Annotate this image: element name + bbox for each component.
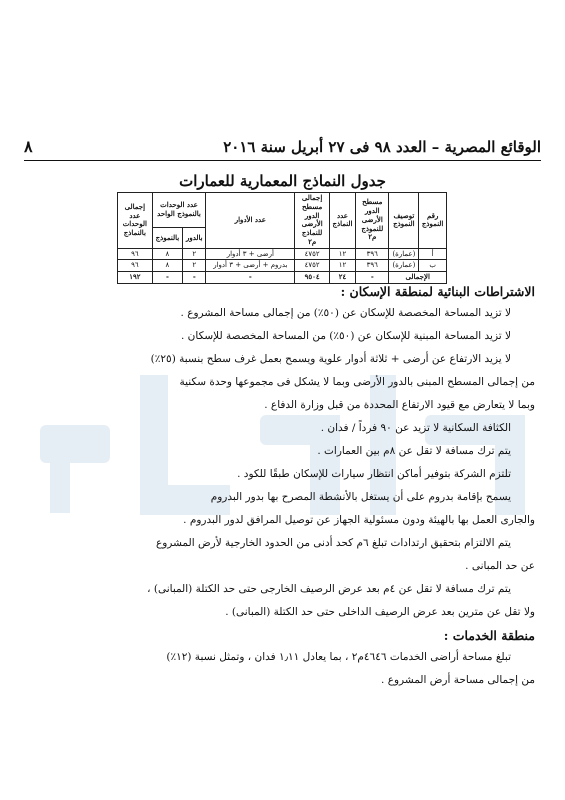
paragraph: لا تزيد المساحة المبنية للإسكان عن (٥٠٪) من المساحة المخصصة للإسكان . xyxy=(181,330,511,342)
table-header-row xyxy=(118,193,447,228)
cell-ground-area: ٣٩٦ xyxy=(356,260,389,272)
col-ground-area: مسطح الدور الأرضى للنموذج م٢ xyxy=(356,193,389,249)
cell-total-units: ٩٦ xyxy=(118,260,153,272)
paragraph: والجارى العمل بها بالهيئة ودون مسئولية الجهاز عن توصيل المرافق لدور البدروم . xyxy=(183,514,535,526)
total-model-count: ٢٤ xyxy=(329,272,355,284)
col-model-count: عدد النماذج xyxy=(329,193,355,249)
cell-model-desc: (عمارة) xyxy=(389,248,419,260)
cell-ground-area: ٣٩٦ xyxy=(356,248,389,260)
cell-total-units: ٩٦ xyxy=(118,248,153,260)
cell-model-no: أ xyxy=(419,248,447,260)
total-units-per-floor: - xyxy=(183,272,206,284)
page-number: ٨ xyxy=(24,137,33,156)
cell-model-count: ١٢ xyxy=(329,260,355,272)
total-label: الإجمالى xyxy=(389,272,447,284)
paragraph: وبما لا يتعارض مع قيود الارتفاع المحددة من قبل وزارة الدفاع . xyxy=(264,399,535,411)
paragraph: من إجمالى المسطح المبنى بالدور الأرضى وبما لا يشكل فى مجموعها وحدة سكنية xyxy=(179,376,535,388)
paragraph: من إجمالى مساحة أرض المشروع . xyxy=(381,674,535,686)
total-units-in-model: - xyxy=(152,272,183,284)
paragraph: يتم الالتزام بتحقيق ارتدادات تبلغ ٦م كحد أدنى من الحدود الخارجية لأرض المشروع xyxy=(155,537,511,549)
paragraph: ولا تقل عن مترين بعد عرض الرصيف الداخلى حتى حد الكتلة (المبانى) . xyxy=(225,606,535,618)
table-total-row xyxy=(118,272,447,284)
header-divider xyxy=(24,160,541,161)
paragraph: يسمح بإقامة بدروم على أن يستغل بالأنشطة المصرح بها بدور البدروم xyxy=(210,491,511,503)
paragraph: عن حد المبانى . xyxy=(465,560,535,572)
total-total-units: ١٩٢ xyxy=(118,272,153,284)
paragraph: لا يزيد الارتفاع عن أرضى + ثلاثة أدوار علوية ويسمح بعمل غرف سطح بنسبة (٢٥٪) xyxy=(150,353,511,365)
paragraph: الكثافة السكانية لا تزيد عن ٩٠ فرداً / فدان . xyxy=(320,422,511,434)
paragraph: يتم ترك مسافة لا تقل عن ٤م بعد عرض الرصيف الخارجى حتى حد الكتلة (المبانى) ، xyxy=(147,583,511,595)
total-ground-area: - xyxy=(356,272,389,284)
col-units-in-model: بالنموذج xyxy=(152,228,183,248)
section-heading-housing: الاشتراطات البنائية لمنطقة الإسكان : xyxy=(340,284,535,299)
housing-conditions xyxy=(26,302,535,624)
table-title: جدول النماذج المعمارية للعمارات xyxy=(179,172,386,190)
cell-units-in-model: ٨ xyxy=(152,260,183,272)
paragraph: تبلغ مساحة أراضى الخدمات ٤٦٤٦م٢ ، بما يعادل ١٫١١ فدان ، وتمثل نسبة (١٢٪) xyxy=(166,651,511,663)
col-floors: عدد الأدوار xyxy=(206,193,295,249)
cell-total-ground-area: ٤٧٥٢ xyxy=(295,248,330,260)
table-row xyxy=(118,248,447,260)
col-total-ground-area: إجمالى مسطح الدور الأرضى للنماذج م٢ xyxy=(295,193,330,249)
cell-units-per-floor: ٢ xyxy=(183,260,206,272)
total-floors: - xyxy=(206,272,295,284)
section-heading-services: منطقة الخدمات : xyxy=(443,628,535,643)
cell-model-desc: (عمارة) xyxy=(389,260,419,272)
services-conditions xyxy=(26,646,535,692)
paragraph: لا تزيد المساحة المخصصة للإسكان عن (٥٠٪) من إجمالى مساحة المشروع . xyxy=(180,307,511,319)
cell-units-per-floor: ٢ xyxy=(183,248,206,260)
col-units-per-floor: بالدور xyxy=(183,228,206,248)
paragraph: يتم ترك مسافة لا تقل عن ٨م بين العمارات . xyxy=(317,445,511,457)
cell-model-count: ١٢ xyxy=(329,248,355,260)
cell-total-ground-area: ٤٧٥٢ xyxy=(295,260,330,272)
running-title: الوقائع المصرية – العدد ٩٨ فى ٢٧ أبريل سنة ٢٠١٦ xyxy=(223,138,541,156)
cell-units-in-model: ٨ xyxy=(152,248,183,260)
col-total-units: إجمالى عدد الوحدات بالنماذج xyxy=(118,193,153,249)
architectural-models-table xyxy=(117,192,447,284)
page-header xyxy=(24,132,541,156)
paragraph: تلتزم الشركة بتوفير أماكن انتظار سيارات للإسكان طبقًا للكود . xyxy=(237,468,511,480)
cell-floors: بدروم + أرضى + ٣ أدوار xyxy=(206,260,295,272)
cell-floors: أرضى + ٣ أدوار xyxy=(206,248,295,260)
col-model-desc: توصيف النموذج xyxy=(389,193,419,249)
cell-model-no: ب xyxy=(419,260,447,272)
col-model-no: رقم النموذج xyxy=(419,193,447,249)
col-units-per-model: عدد الوحدات بالنموذج الواحد xyxy=(152,193,206,228)
total-total-ground-area: ٩٥٠٤ xyxy=(295,272,330,284)
table-row xyxy=(118,260,447,272)
